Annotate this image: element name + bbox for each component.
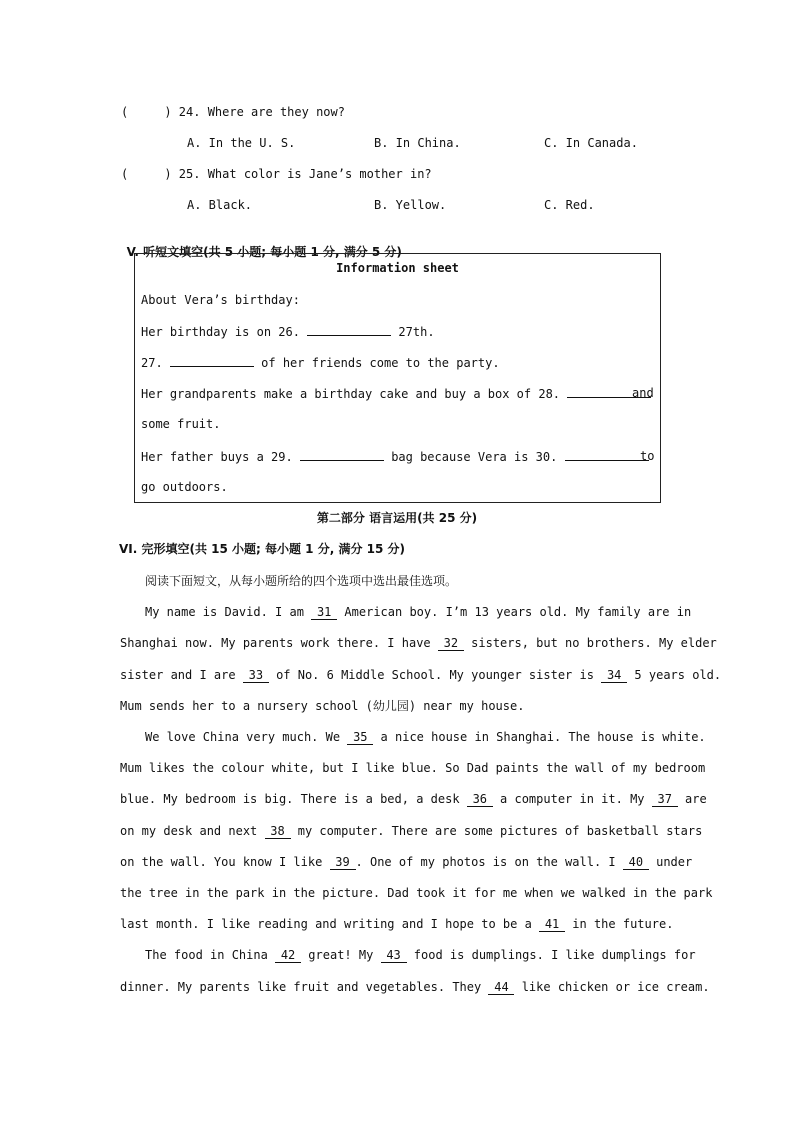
passage-text: My name is David. I am: [145, 605, 304, 619]
answer-blank-30[interactable]: [565, 448, 649, 461]
question-24: ( ) 24. Where are they now?: [121, 105, 345, 119]
passage-line: the tree in the park in the picture. Dad took it for me when we walked in the park: [120, 886, 713, 900]
passage-line: Mum likes the colour white, but I like blue. So Dad paints the wall of my bedroom: [120, 761, 706, 775]
cloze-blank-33[interactable]: 33: [243, 668, 269, 683]
passage-line: [120, 791, 707, 807]
cloze-blank-36[interactable]: 36: [467, 792, 493, 807]
passage-text: on the wall. You know I like: [120, 855, 323, 869]
passage-text: sister and I are: [120, 668, 236, 682]
cloze-blank-31[interactable]: 31: [311, 605, 337, 620]
sheet-line: go outdoors.: [141, 480, 228, 494]
answer-blank-27[interactable]: [170, 354, 254, 367]
sheet-line: [141, 323, 435, 340]
passage-text: of No. 6 Middle School. My younger sister is: [276, 668, 594, 682]
passage-line: Mum sends her to a nursery school (幼儿园) near my house.: [120, 699, 525, 713]
sheet-text: 27.: [141, 356, 163, 370]
cloze-blank-43[interactable]: 43: [381, 948, 407, 963]
cloze-blank-32[interactable]: 32: [438, 636, 464, 651]
sheet-line: some fruit.: [141, 417, 221, 431]
passage-line: [120, 667, 721, 683]
cloze-blank-41[interactable]: 41: [539, 917, 565, 932]
passage-line: [120, 916, 673, 932]
passage-text: We love China very much. We: [145, 730, 341, 744]
answer-blank-29[interactable]: [300, 448, 384, 461]
passage-line: [120, 979, 710, 995]
sheet-line: [141, 448, 649, 465]
cloze-blank-40[interactable]: 40: [623, 855, 649, 870]
information-sheet: [134, 253, 661, 503]
sheet-heading: Information sheet: [336, 261, 459, 275]
section-6-title: VI. 完形填空(共 15 小题; 每小题 1 分, 满分 15 分): [119, 542, 405, 556]
passage-line: [120, 854, 692, 870]
passage-line: [120, 635, 717, 651]
option-b: B. Yellow.: [374, 198, 447, 212]
passage-text: American boy. I’m 13 years old. My family are in: [344, 605, 692, 619]
sheet-text: bag because Vera is 30.: [391, 450, 558, 464]
passage-text: a computer in it. My: [500, 792, 645, 806]
sheet-text: Her birthday is on 26.: [141, 325, 300, 339]
option-a: A. Black.: [187, 198, 253, 212]
cloze-blank-38[interactable]: 38: [265, 824, 291, 839]
passage-text: sisters, but no brothers. My elder: [471, 636, 717, 650]
cloze-blank-35[interactable]: 35: [347, 730, 373, 745]
part-2-title: 第二部分 语言运用(共 25 分): [316, 511, 478, 525]
passage-text: in the future.: [572, 917, 674, 931]
section-5-title-text: V. 听短文填空(共 5 小题; 每小题 1 分, 满分 5 分): [126, 245, 402, 259]
passage-text: food is dumplings. I like dumplings for: [413, 948, 696, 962]
cloze-blank-39[interactable]: 39: [330, 855, 356, 870]
passage-text: under: [656, 855, 693, 869]
passage-text: like chicken or ice cream.: [521, 980, 710, 994]
option-a: A. In the U. S.: [187, 136, 296, 150]
passage-text: 5 years old.: [634, 668, 722, 682]
passage-text: dinner. My parents like fruit and vegetables. They: [120, 980, 482, 994]
cloze-blank-37[interactable]: 37: [652, 792, 678, 807]
passage-text: The food in China: [145, 948, 268, 962]
sheet-text: to: [640, 449, 655, 463]
passage-text: are: [685, 792, 707, 806]
option-b: B. In China.: [374, 136, 461, 150]
option-c: C. In Canada.: [544, 136, 638, 150]
sheet-text: Her father buys a 29.: [141, 450, 293, 464]
passage-text: my computer. There are some pictures of basketball stars: [297, 824, 703, 838]
passage-line: [145, 729, 706, 745]
question-25: ( ) 25. What color is Jane’s mother in?: [121, 167, 432, 181]
cloze-blank-34[interactable]: 34: [601, 668, 627, 683]
passage-text: on my desk and next: [120, 824, 258, 838]
answer-blank-26[interactable]: [307, 323, 391, 336]
passage-text: great! My: [308, 948, 374, 962]
passage-text: a nice house in Shanghai. The house is white.: [380, 730, 706, 744]
cloze-blank-42[interactable]: 42: [275, 948, 301, 963]
section-6-instruction: 阅读下面短文，从每小题所给的四个选项中选出最佳选项。: [145, 574, 458, 588]
sheet-text: and: [632, 386, 654, 400]
cloze-blank-44[interactable]: 44: [488, 980, 514, 995]
passage-text: last month. I like reading and writing and I hope to be a: [120, 917, 532, 931]
sheet-line: [141, 354, 500, 371]
sheet-text: of her friends come to the party.: [261, 356, 500, 370]
passage-line: [145, 604, 691, 620]
passage-text: blue. My bedroom is big. There is a bed, a desk: [120, 792, 460, 806]
passage-text: Shanghai now. My parents work there. I have: [120, 636, 431, 650]
sheet-text: Her grandparents make a birthday cake and buy a box of 28.: [141, 387, 561, 401]
passage-line: [145, 947, 696, 963]
sheet-line: About Vera’s birthday:: [141, 293, 300, 307]
sheet-line: [141, 385, 651, 402]
passage-line: [120, 823, 702, 839]
passage-text: . One of my photos is on the wall. I: [355, 855, 616, 869]
sheet-text: 27th.: [398, 325, 435, 339]
option-c: C. Red.: [544, 198, 595, 212]
